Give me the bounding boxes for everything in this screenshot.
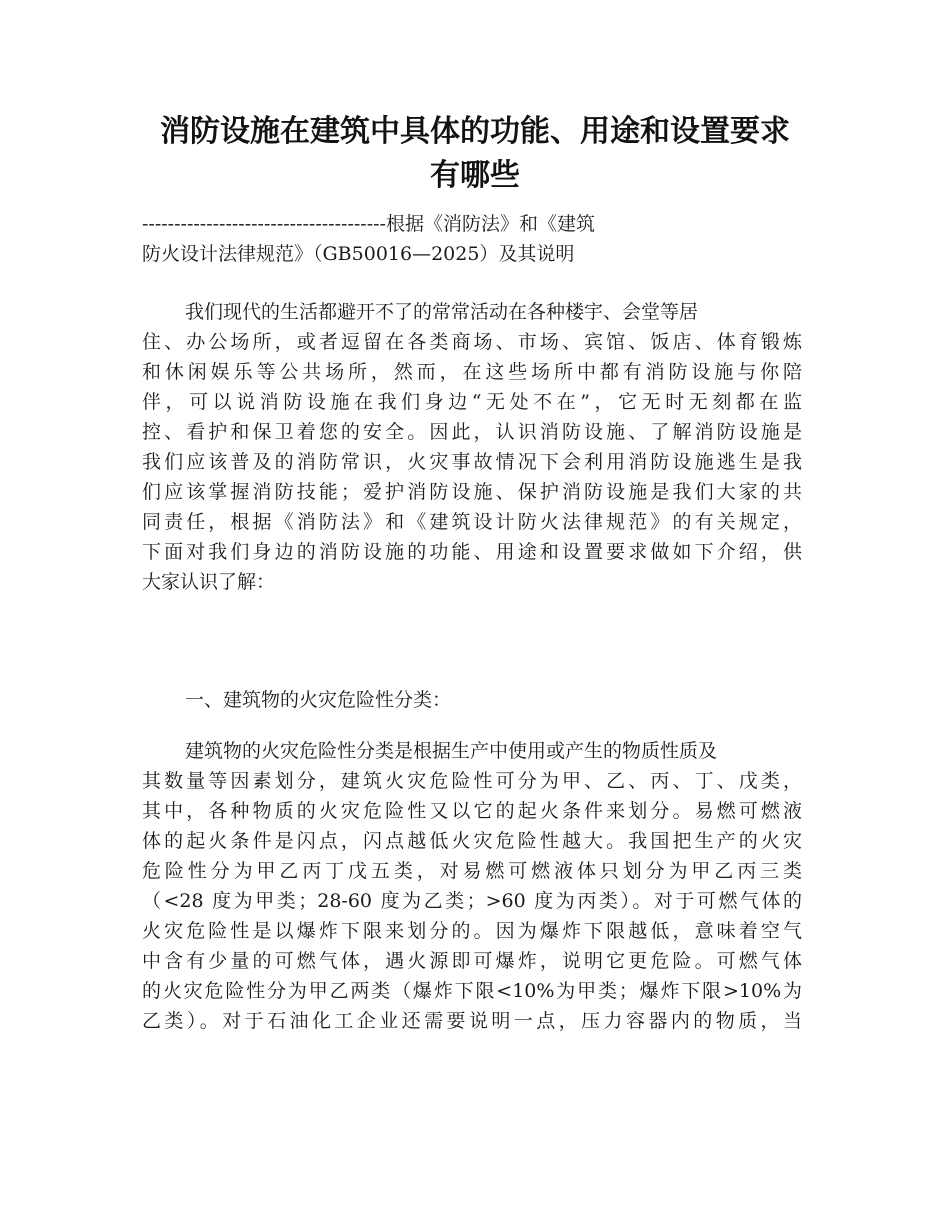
paragraph-line: 控、看护和保卫着您的安全。因此，认识消防设施、了解消防设施是 [142,421,802,443]
source-reference [142,209,802,269]
paragraph-line: 乙类）。对于石油化工企业还需要说明一点，压力容器内的物质，当 [142,1010,802,1032]
paragraph-line: 危险性分为甲乙丙丁戊五类，对易燃可燃液体只划分为甲乙丙三类 [142,860,802,882]
paragraph-line: 住、办公场所，或者逗留在各类商场、市场、宾馆、饭店、体育锻炼 [142,331,802,353]
section-heading [142,685,802,715]
title-line: 消防设施在建筑中具体的功能、用途和设置要求 [160,114,790,149]
section-paragraph [142,736,802,1036]
intro-paragraph [142,297,802,597]
paragraph-line: 体的起火条件是闪点，闪点越低火灾危险性越大。我国把生产的火灾 [142,830,802,852]
paragraph-line: 伴，可以说消防设施在我们身边“无处不在”，它无时无刻都在监 [142,391,802,413]
document-title [120,110,830,198]
paragraph-line: 们应该掌握消防技能；爱护消防设施、保护消防设施是我们大家的共 [142,481,802,503]
paragraph-line: 火灾危险性是以爆炸下限来划分的。因为爆炸下限越低，意味着空气 [142,920,802,942]
paragraph-line: 其数量等因素划分，建筑火灾危险性可分为甲、乙、丙、丁、戊类， [142,770,802,792]
paragraph-line: 建筑物的火灾危险性分类是根据生产中使用或产生的物质性质及 [185,740,718,762]
paragraph-line: 同责任，根据《消防法》和《建筑设计防火法律规范》的有关规定， [142,511,802,533]
paragraph-line: 的火灾危险性分为甲乙两类（爆炸下限<10%为甲类；爆炸下限>10%为 [142,980,802,1002]
paragraph-line: 和休闲娱乐等公共场所，然而，在这些场所中都有消防设施与你陪 [142,361,802,383]
paragraph-line: 中含有少量的可燃气体，遇火源即可爆炸，说明它更危险。可燃气体 [142,950,802,972]
section-heading-text: 一、建筑物的火灾危险性分类： [185,689,452,711]
source-line: --------------------------------------根据《消防法》和《建筑 [142,213,595,235]
paragraph-line: 我们应该普及的消防常识，火灾事故情况下会利用消防设施逃生是我 [142,451,802,473]
title-line: 有哪些 [430,158,520,193]
paragraph-line: 其中，各种物质的火灾危险性又以它的起火条件来划分。易燃可燃液 [142,800,802,822]
paragraph-line: 下面对我们身边的消防设施的功能、用途和设置要求做如下介绍，供 [142,541,802,563]
paragraph-line: 大家认识了解： [142,571,276,593]
source-line: 防火设计法律规范》（GB50016—2025）及其说明 [142,243,575,265]
paragraph-line: 我们现代的生活都避开不了的常常活动在各种楼宇、会堂等居 [185,301,699,323]
paragraph-line: （<28 度为甲类；28-60 度为乙类；>60 度为丙类）。对于可燃气体的 [142,890,802,912]
